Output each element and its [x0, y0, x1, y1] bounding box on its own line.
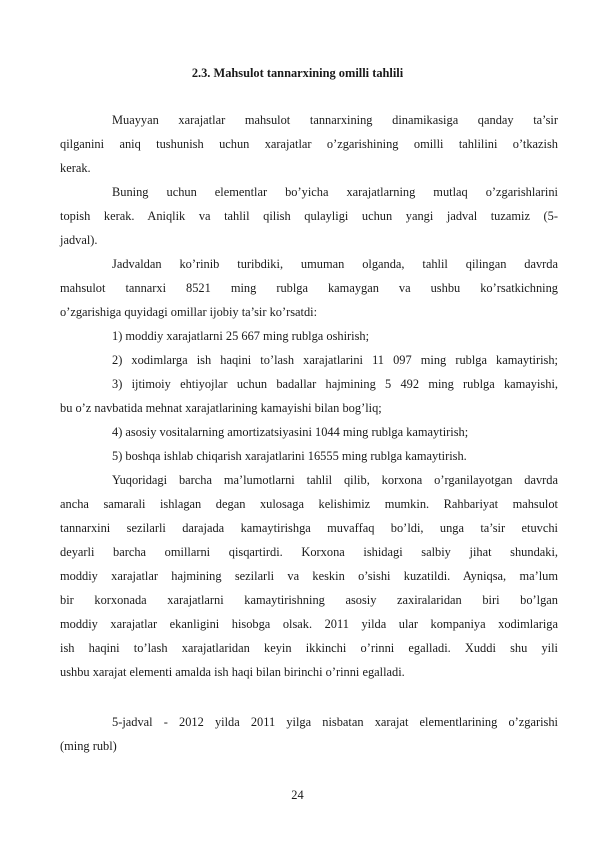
- list-item: 3) ijtimoiy ehtiyojlar uchun badallar hajmining 5 492 ming rublga kamayishi,: [112, 377, 558, 391]
- paragraph-line: ish haqini to’lash xarajatlaridan keyin ikkinchi o’rinni egalladi. Xuddi shu yili: [60, 641, 558, 655]
- paragraph-line: deyarli barcha omillarni qisqartirdi. Korxona ishidagi salbiy jihat shundaki,: [60, 545, 558, 559]
- paragraph-1: [112, 108, 558, 132]
- paragraph-line: jadval).: [60, 233, 98, 247]
- list-item: bu o’z navbatida mehnat xarajatlarining kamayishi bilan bog’liq;: [60, 401, 382, 415]
- list-item: 5) boshqa ishlab chiqarish xarajatlarini 16555 ming rublga kamaytirish.: [112, 449, 467, 463]
- factor-list-cont: [60, 396, 558, 420]
- paragraph-line: ancha samarali ishlagan degan xulosaga kelishimiz mumkin. Rahbariyat mahsulot: [60, 497, 558, 511]
- list-item: 2) xodimlarga ish haqini to’lash xarajatlarini 11 097 ming rublga kamaytirish;: [112, 353, 558, 367]
- paragraph-line: ushbu xarajat elementi amalda ish haqi bilan birinchi o’rinni egalladi.: [60, 665, 405, 679]
- paragraph-line: Jadvaldan ko’rinib turibdiki, umuman olganda, tahlil qilingan davrda: [112, 257, 558, 271]
- paragraph-line: o’zgarishiga quyidagi omillar ijobiy ta’sir ko’rsatdi:: [60, 305, 318, 319]
- factor-list: [112, 324, 558, 396]
- paragraph-3: [112, 252, 558, 276]
- paragraph-line: qilganini aniq tushunish uchun xarajatlar o’zgarishining omilli tahlilini o’tkazish: [60, 137, 558, 151]
- paragraph-line: Yuqoridagi barcha ma’lumotlarni tahlil qilib, korxona o’rganilayotgan davrda: [112, 473, 558, 487]
- table-caption: [112, 710, 558, 734]
- paragraph-line: topish kerak. Aniqlik va tahlil qilish qulayligi uchun yangi jadval tuzamiz (5-: [60, 209, 558, 223]
- table-caption-cont: [60, 734, 558, 758]
- paragraph-line: Muayyan xarajatlar mahsulot tannarxining dinamikasiga qanday ta’sir: [112, 113, 558, 127]
- caption-line: 5-jadval - 2012 yilda 2011 yilga nisbatan xarajat elementlarining o’zgarishi: [112, 715, 558, 729]
- paragraph-line: moddiy xarajatlar ekanligini hisobga olsak. 2011 yilda ular kompaniya xodimlariga: [60, 617, 558, 631]
- paragraph-4-cont: [60, 492, 558, 684]
- paragraph-3-cont: [60, 276, 558, 324]
- paragraph-line: mahsulot tannarxi 8521 ming rublga kamaygan va ushbu ko’rsatkichning: [60, 281, 558, 295]
- paragraph-line: kerak.: [60, 161, 91, 175]
- paragraph-2: [112, 180, 558, 204]
- paragraph-line: moddiy xarajatlar hajmining sezilarli va keskin o’sishi kuzatildi. Ayniqsa, ma’lum: [60, 569, 558, 583]
- paragraph-line: Buning uchun elementlar bo’yicha xarajatlarning mutlaq o’zgarishlarini: [112, 185, 558, 199]
- paragraph-line: tannarxini sezilarli darajada kamaytirishga muvaffaq bo’ldi, unga ta’sir etuvchi: [60, 521, 558, 535]
- paragraph-line: bir korxonada xarajatlarni kamaytirishning asosiy zaxiralaridan biri bo’lgan: [60, 593, 558, 607]
- paragraph-2-cont: [60, 204, 558, 252]
- paragraph-1-cont: [60, 132, 558, 180]
- page-number: 24: [291, 788, 304, 802]
- section-title: 2.3. Mahsulot tannarxining omilli tahlili: [191, 66, 404, 80]
- list-item: 1) moddiy xarajatlarni 25 667 ming rublga oshirish;: [112, 329, 370, 343]
- factor-list-2: [112, 420, 558, 468]
- paragraph-4: [112, 468, 558, 492]
- caption-line: (ming rubl): [60, 739, 117, 753]
- list-item: 4) asosiy vositalarning amortizatsiyasini 1044 ming rublga kamaytirish;: [112, 425, 469, 439]
